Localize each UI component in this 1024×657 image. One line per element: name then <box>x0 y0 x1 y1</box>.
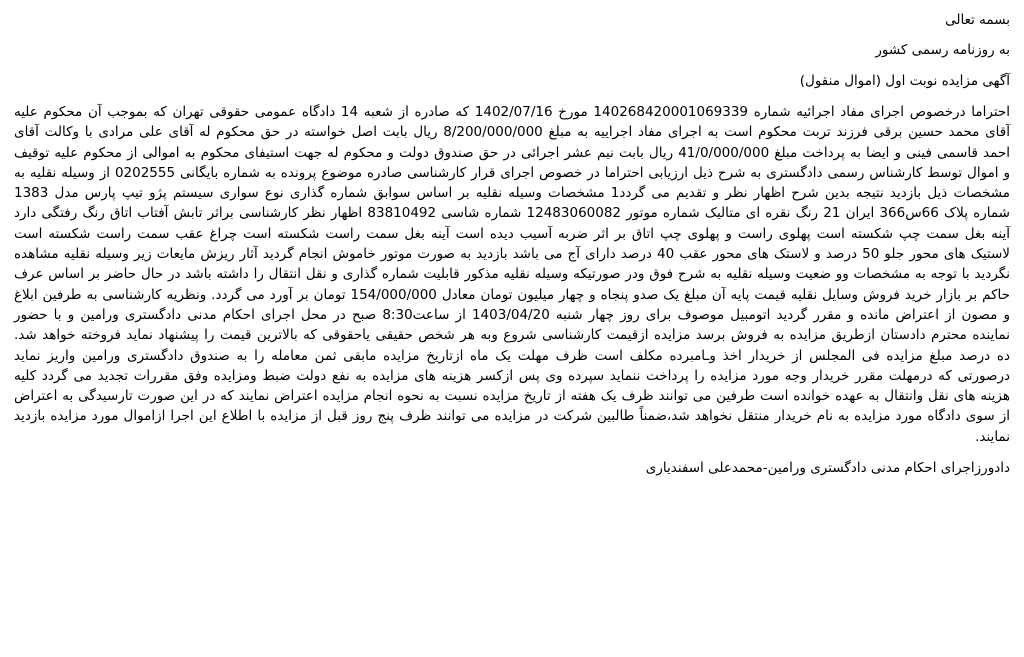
signature-line: دادورزاجرای احکام مدنی دادگستری ورامین-محمدعلی اسفندیاری <box>645 460 1010 477</box>
notice-title: آگهی مزایده نوبت اول (اموال منقول) <box>799 73 1010 89</box>
invocation-heading: بسمه تعالی <box>945 12 1010 28</box>
notice-body: احتراما درخصوص اجرای مفاد اجرائیه شماره 140268420001069339 مورخ 1402/07/16 که صادره از شعبه 14 دادگاه عمومی حقوقی تهران که بموجب آن محکوم علیه آقای محمد حسین برقی فرزند تربت محکوم است به اجرای مفاد اجراییه به مبلغ 8/200/000/000 ریال بابت اصل خواسته در حق محکوم له آقای علی مرادی با وکالت آقای احمد قاسمی فینی و ایضا به پرداخت مبلغ 41/0/000/000 ریال بابت نیم عشر اجرائی در حق صندوق دولت و محکوم له جهت استیفای محکوم به اموالی از محکوم علیه توقیف و اموال توسط کارشناس رسمی دادگستری به شرح ذیل ارزیابی احتراما در خصوص اجرای قرار کارشناسی صادره موضوع پرونده به شماره بایگانی 0202555 از وسیله نقلیه به مشخصات ذیل بازدید نتیجه بدین شرح اظهار نظر و تقدیم می گردد1 مشخصات وسیله نقلیه بر اساس سوابق شماره گذاری نوع سواری سیستم پژو تیپ پارس مدل 1383 شماره پلاک 66س366 ایران 21 رنگ نقره ای متالیک شماره موتور 12483060082 شماره شاسی 83810492 اظهار نظر کارشناسی براثر تابش آفتاب اتاق رنگ رفتگی دارد آینه بغل سمت چپ شکسته است پهلوی راست و پهلوی چپ اتاق بر اثر ضربه آسیب دیده است آینه بغل سمت راست شکسته است چراغ عقب سمت راست شکسته است لاستیک های محور جلو 50 درصد و لاستک های محور عقب 40 درصد دارای آج می باشد بازدید به صورت موتور خاموش انجام گردید آثار ریزش مایعات زیر وسیله نقلیه مشاهده نگردید با توجه به مشخصات وو ضعیت وسیله نقلیه به شرح فوق ودر صورتیکه وسیله نقلیه مذکور قابلیت شماره گذاری و نقل انتقال را داشته باشد در حال حاضر بر اساس عرف حاکم بر بازار خرید فروش وسایل نقلیه قیمت پایه آن مبلغ یک صدو پنجاه و چهار میلیون تومان معادل 154/000/000 تومان بر آورد می گردد. ونظریه کارشناسی به طرفین ابلاغ و مصون از اعتراض مانده و مقرر گردید اتومبیل موصوف برای روز چهار شنبه 1403/04/20 از ساعت8:30 صبح در محل اجرای احکام مدنی دادگستری ورامین و با حضور نماینده محترم دادستان ازطریق مزایده به فروش برسد مزایده ازقیمت کارشناسی شروع وبه هر شخص حقیقی یاحقوقی که بالاترین قیمت را پیشنهاد نماید فروخته خواهد شد. ده درصد مبلغ مزایده فی المجلس از خریدار اخذ وـامبرده مکلف است ظرف مهلت یک ماه ازتاریخ مزایده مابقی ثمن معامله را به صندوق دادگستری ورامین واریز نماید درصورتی که درمهلت مقرر خریدار وجه مورد مزایده را پرداخت ننماید سپرده وی پس ازکسر هزینه های مزایده به نفع دولت ضبط ومزایده وفق مقررات تجدید می گردد کلیه هزینه های نقل وانتقال به عهده خوانده است طرفین می توانند ظرف یک هفته از تاریخ مزایده نسبت به نحوه انجام مزایده اعتراض نمایند که در این صورت تارسیدگی به اعتراض از سوی دادگاه مورد مزایده به نام خریدار منتقل نخواهد شد،ضمناً طالبین شرکت در مزایده می توانند ظرف پنج روز قبل از مزایده با اطلاع این اجرا ازاموال مورد مزایده بازدید نمایند. <box>14 104 1011 445</box>
recipient-line: به روزنامه رسمی کشور <box>875 42 1010 58</box>
